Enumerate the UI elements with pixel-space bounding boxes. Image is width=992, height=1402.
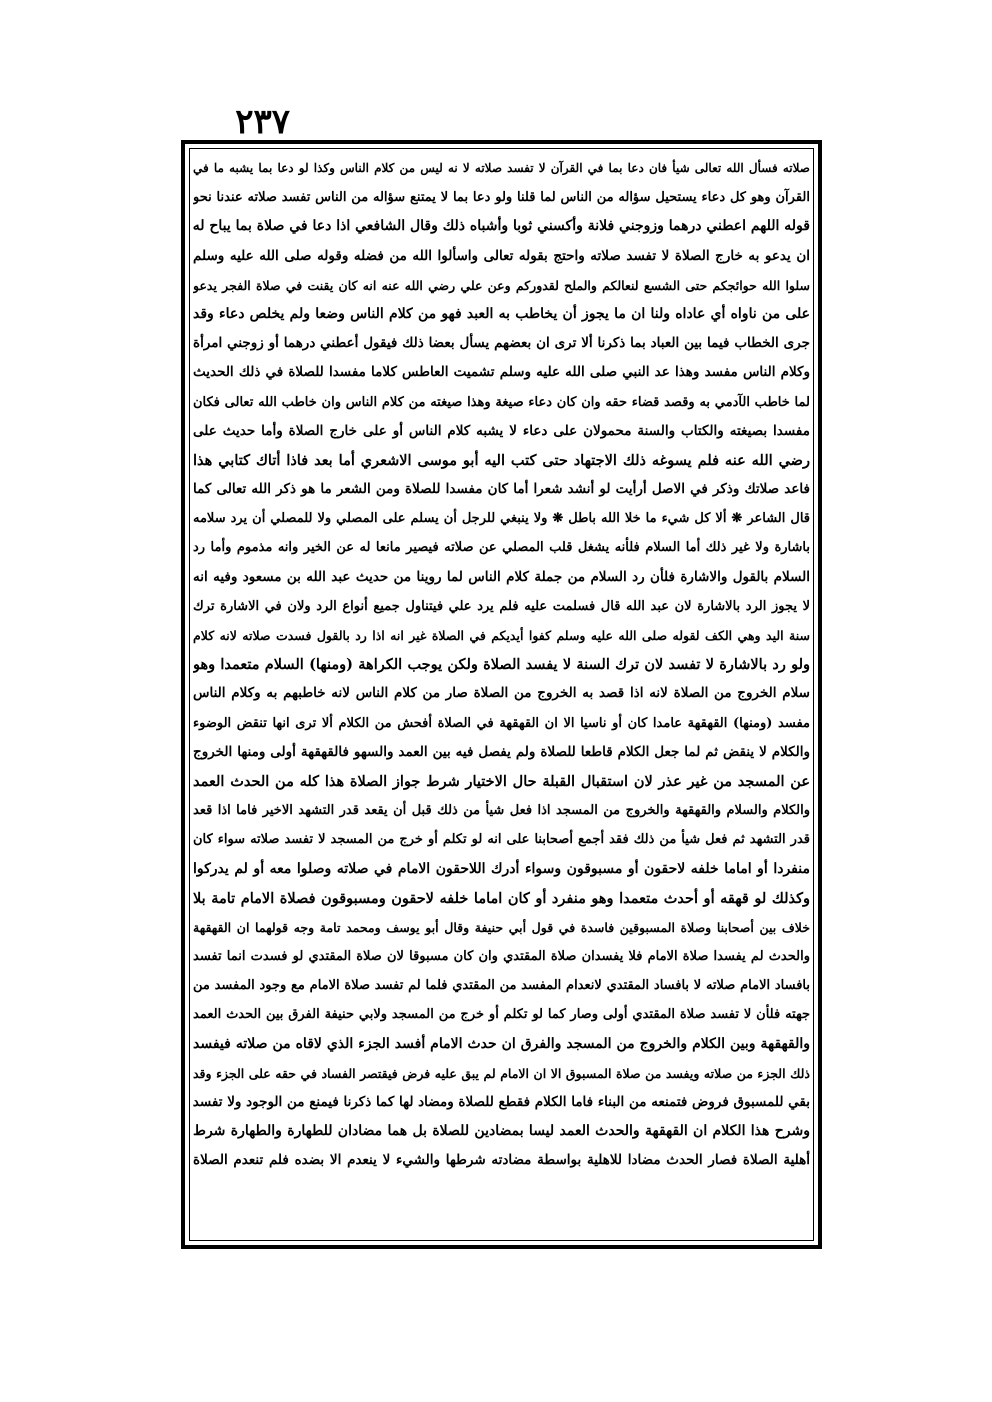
text-line: قوله اللهم اعطني درهما وزوجني فلانة وأكسني ثوبا وأشباه ذلك وقال الشافعي اذا دعا في صلاة بما يباح له (193, 218, 810, 235)
text-line: بافساد الامام صلاته لا بافساد المقتدي لانعدام المفسد من المقتدي فلما لم تفسد صلاة الامام مع وجود المفسد من (193, 978, 810, 994)
text-line (193, 1205, 810, 1234)
text-line: فاعد صلاتك وذكر في الاصل أرأيت لو أنشد شعرا أما كان مفسدا للصلاة ومن الشعر ما هو ذكر الله تعالى كما (193, 481, 810, 498)
text-line: منفردا أو اماما خلفه لاحقون أو مسبوقون وسواء أدرك اللاحقون الامام في صلاته وصلوا معه أو لم يدركوا (193, 860, 810, 877)
text-line: على من ناواه أي عاداه ولنا ان ما يجوز أن يخاطب به العبد فهو من كلام الناس وضعا ولم يخلص دعاء وقد (193, 305, 810, 322)
text-line (193, 1176, 810, 1205)
text-line: والكلام لا ينقض ثم لما جعل الكلام قاطعا للصلاة ولم يفصل فيه بين العمد والسهو فالقهقهة أولى ومنها الخروج (193, 743, 810, 760)
text-line: بقي للمسبوق فروض فتمنعه من البناء فاما الكلام فقطع للصلاة ومضاد لها كما ذكرنا فيمنع من الوجود ولا تفسد (193, 1094, 810, 1110)
text-line: القرآن وهو كل دعاء يستحيل سؤاله من الناس لما قلنا ولو دعا بما لا يمتنع سؤاله من الناس تفسد صلاته عندنا نحو (193, 190, 810, 206)
text-line: ولو رد بالاشارة لا تفسد لان ترك السنة لا يفسد الصلاة ولكن يوجب الكراهة (ومنها) السلام متعمدا وهو (193, 656, 810, 674)
text-line: جرى الخطاب فيما بين العباد بما ذكرنا ألا ترى ان بعضهم يسأل بعضا ذلك فيقول أعطني درهما أو زوجني امرأة (193, 335, 810, 352)
text-line: والقهقهة وبين الكلام والخروج من المسجد والفرق ان حدث الامام أفسد الجزء الذي لاقاه من صلاته فيفسد (193, 1035, 810, 1052)
text-line: سلوا الله حوائجكم حتى الشسع لنعالكم والملح لقدوركم وعن علي رضي الله عنه انه كان يقنت في صلاة الفجر يدعو (193, 277, 810, 293)
text-line: والكلام والسلام والقهقهة والخروج من المسجد اذا فعل شيأ من ذلك قبل أن يقعد قدر التشهد الاخير فاما اذا قعد (193, 803, 810, 819)
text-line: وكلام الناس مفسد وهذا عد النبي صلى الله عليه وسلم تشميت العاطس كلاما مفسدا للصلاة في ذلك الحديث (193, 364, 810, 381)
text-line: خلاف بين أصحابنا وصلاة المسبوقين فاسدة في قول أبي حنيفة وقال أبو يوسف ومحمد تامة وجه قولهما ان القهقهة (193, 919, 810, 935)
text-line: ذلك الجزء من صلاته ويفسد من صلاة المسبوق الا ان الامام لم يبق عليه فرض فيقتصر الفساد في حقه على الجزء وقد (193, 1065, 810, 1081)
page-number: ٢٣٧ (235, 102, 290, 142)
text-line: قدر التشهد ثم فعل شيأ من ذلك فقد أجمع أصحابنا على انه لو تكلم أو خرج من المسجد لا تفسد صلاته سواء كان (193, 832, 810, 848)
text-line: قال الشاعر ❋ ألا كل شيء ما خلا الله باطل ❋ ولا ينبغي للرجل أن يسلم على المصلي ولا للمصلي أن يرد سلامه (193, 511, 810, 527)
text-line: لما خاطب الآدمي به وقصد قضاء حقه وان كان دعاء صيغة وهذا صيغته من كلام الناس وان خاطب الله تعالى فكان (193, 394, 810, 410)
text-line: سلام الخروج من الصلاة لانه اذا قصد به الخروج من الصلاة صار من كلام الناس لانه خاطبهم به وكلام الناس (193, 685, 810, 702)
text-line: جهته فلأن لا تفسد صلاة المقتدي أولى وصار كما لو تكلم أو خرج من المسجد ولابي حنيفة الفرق بين الحدث العمد (193, 1007, 810, 1023)
text-line: سنة اليد وهي الكف لقوله صلى الله عليه وسلم كفوا أيديكم في الصلاة غير انه اذا رد بالقول فسدت صلاته لانه كلام (193, 628, 810, 643)
text-line: رضي الله عنه فلم يسوغه ذلك الاجتهاد حتى كتب اليه أبو موسى الاشعري أما بعد فاذا أتاك كتابي هذا (193, 451, 810, 469)
text-line: لا يجوز الرد بالاشارة لان عبد الله قال فسلمت عليه فلم يرد علي فيتناول جميع أنواع الرد ولان في الاشارة ترك (193, 598, 810, 614)
text-line: ان يدعو به خارج الصلاة لا تفسد صلاته واحتج بقوله تعالى واسألوا الله من فضله وقوله صلى الله عليه وسلم (193, 247, 810, 264)
text-line: وشرح هذا الكلام ان القهقهة والحدث العمد ليسا بمضادين للصلاة بل هما مضادان للطهارة والطهارة شرط (193, 1123, 810, 1140)
text-line: مفسدا بصيغته والكتاب والسنة محمولان على دعاء لا يشبه كلام الناس أو على خارج الصلاة وأما حديث على (193, 422, 810, 439)
text-line: مفسد (ومنها) القهقهة عامدا كان أو ناسيا الا ان القهقهة في الصلاة أفحش من الكلام ألا ترى انها تنقض الوضوء (193, 715, 810, 731)
body-text (193, 154, 810, 1236)
text-line: والحدث لم يفسدا صلاة الامام فلا يفسدان صلاة المقتدي وان كان مسبوقا لان صلاة المقتدي لو فسدت انما تفسد (193, 949, 810, 965)
text-line: عن المسجد من غير عذر لان استقبال القبلة حال الاختيار شرط جواز الصلاة هذا كله من الحدث العمد (193, 772, 810, 790)
text-line: السلام بالقول والاشارة فلأن رد السلام من جملة كلام الناس لما روينا من حديث عبد الله بن مسعود وفيه انه (193, 568, 810, 585)
text-line: باشارة ولا غير ذلك أما السلام فلأنه يشغل قلب المصلي عن صلاته فيصير مانعا له عن الخير وانه مذموم وأما رد (193, 540, 810, 556)
text-line: صلاته فسأل الله تعالى شيأ فان دعا بما في القرآن لا تفسد صلاته لا نه ليس من كلام الناس وكذا لو دعا بما يشبه ما في (193, 161, 810, 175)
text-line: أهلية الصلاة فصار الحدث مضادا للاهلية بواسطة مضادته شرطها والشيء لا ينعدم الا بضده فلم تنعدم الصلاة (193, 1152, 810, 1169)
text-line: وكذلك لو قهقه أو أحدث متعمدا وهو منفرد أو كان اماما خلفه لاحقون ومسبوقون فصلاة الامام تامة بلا (193, 889, 810, 907)
